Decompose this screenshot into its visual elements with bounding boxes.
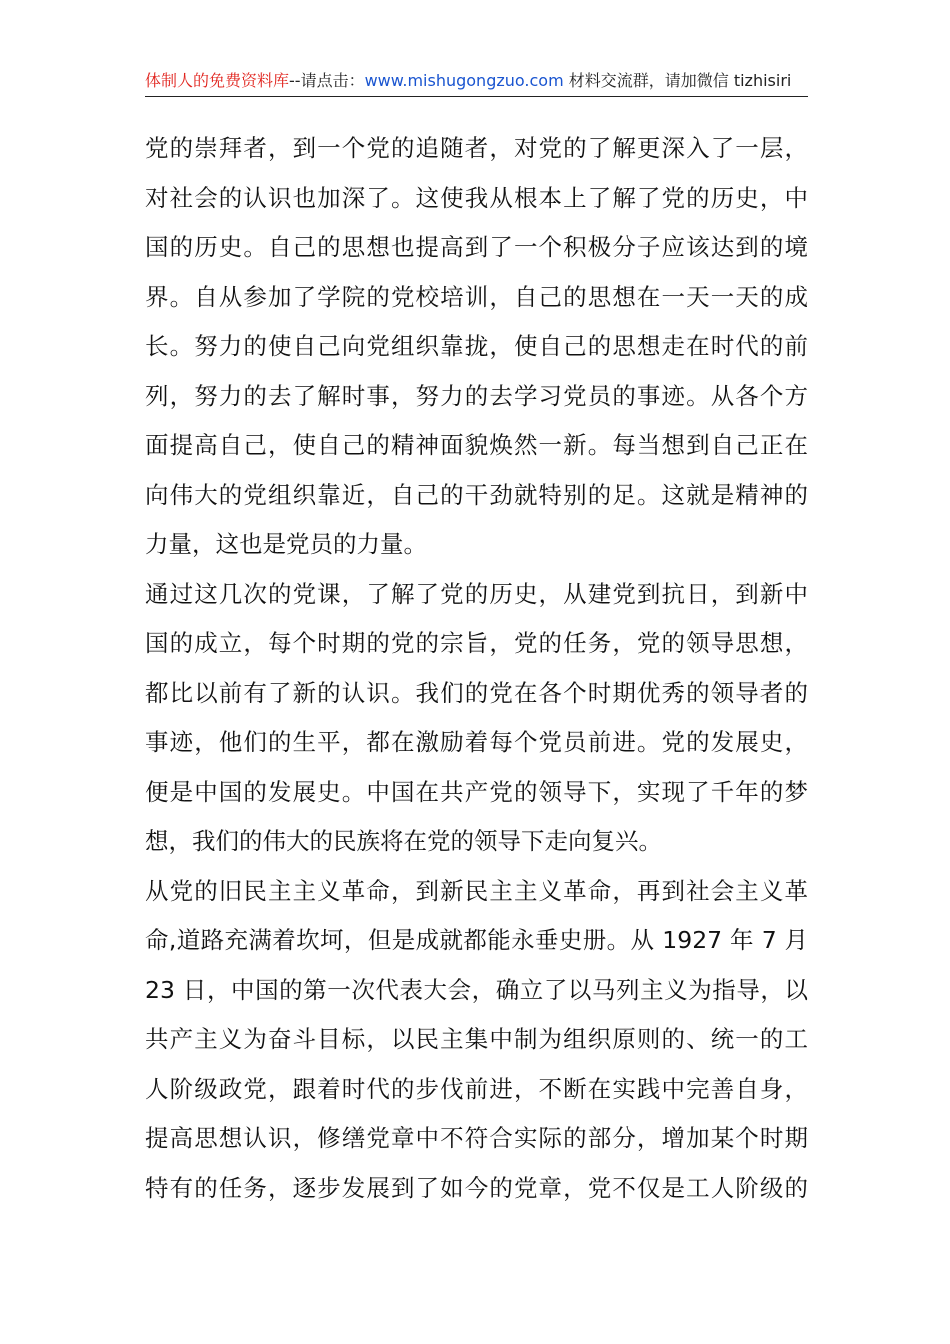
header-prompt: --请点击： bbox=[289, 71, 365, 90]
text-line: 都比以前有了新的认识。我们的党在各个时期优秀的领导者的 bbox=[145, 678, 808, 707]
text-line: 国的历史。自己的思想也提高到了一个积极分子应该达到的境 bbox=[145, 233, 808, 261]
text-line: 特有的任务，逐步发展到了如今的党章，党不仅是工人阶级的 bbox=[145, 1173, 808, 1202]
text-line: 通过这几次的党课，了解了党的历史，从建党到抗日，到新中 bbox=[145, 579, 808, 608]
text-line: 从党的旧民主主义革命，到新民主主义革命，再到社会主义革 bbox=[145, 876, 808, 905]
header-website-link[interactable]: www.mishugongzuo.com bbox=[364, 71, 564, 90]
document-body bbox=[145, 124, 808, 1213]
header-brand: 体制人的免费资料库 bbox=[145, 71, 290, 90]
header-contact-text: 材料交流群，请加微信 tizhisiri bbox=[563, 71, 792, 90]
text-line: 人阶级政党，跟着时代的步伐前进，不断在实践中完善自身， bbox=[145, 1074, 808, 1103]
text-line: 想，我们的伟大的民族将在党的领导下走向复兴。 bbox=[145, 827, 662, 855]
text-line: 长。努力的使自己向党组织靠拢，使自己的思想走在时代的前 bbox=[145, 332, 808, 360]
text-line: 列，努力的去了解时事，努力的去学习党员的事迹。从各个方 bbox=[145, 381, 808, 410]
text-line: 命,道路充满着坎坷，但是成就都能永垂史册。从 1927 年 7 月 bbox=[145, 926, 808, 954]
page-header bbox=[145, 70, 808, 97]
text-line: 便是中国的发展史。中国在共产党的领导下，实现了千年的梦 bbox=[145, 777, 808, 806]
text-line: 对社会的认识也加深了。这使我从根本上了解了党的历史，中 bbox=[145, 183, 808, 212]
text-line: 力量，这也是党员的力量。 bbox=[145, 530, 427, 558]
text-line: 党的崇拜者，到一个党的追随者，对党的了解更深入了一层， bbox=[145, 134, 808, 162]
text-line: 事迹，他们的生平，都在激励着每个党员前进。党的发展史， bbox=[145, 728, 808, 756]
text-line: 国的成立，每个时期的党的宗旨，党的任务，党的领导思想， bbox=[145, 629, 808, 657]
text-line: 提高思想认识，修缮党章中不符合实际的部分，增加某个时期 bbox=[145, 1124, 808, 1152]
text-line: 面提高自己，使自己的精神面貌焕然一新。每当想到自己正在 bbox=[145, 431, 808, 459]
text-line: 共产主义为奋斗目标，以民主集中制为组织原则的、统一的工 bbox=[145, 1025, 808, 1053]
text-line: 向伟大的党组织靠近，自己的干劲就特别的足。这就是精神的 bbox=[145, 480, 808, 509]
text-line: 界。自从参加了学院的党校培训，自己的思想在一天一天的成 bbox=[145, 282, 808, 311]
text-line: 23 日，中国的第一次代表大会，确立了以马列主义为指导，以 bbox=[145, 975, 808, 1004]
